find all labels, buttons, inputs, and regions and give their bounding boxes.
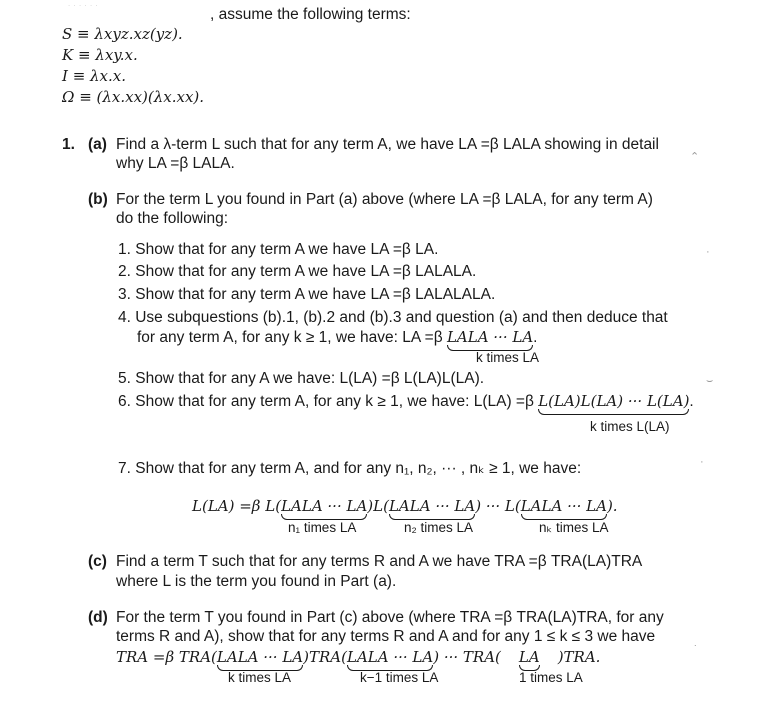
- eqd-underbrace-2: k−1 times LA: [360, 670, 439, 685]
- item-1: 1. Show that for any term A we have LA =β LA.: [118, 241, 439, 258]
- part-b-label: (b): [88, 191, 108, 208]
- part-a-label: (a): [88, 136, 107, 153]
- eq7-underbrace-1: n₁ times LA: [288, 520, 357, 535]
- definition-i: I ≡ λx.x.: [62, 67, 126, 85]
- eqd-prefix: TRA =β TRA(: [116, 648, 217, 666]
- definition-omega: Ω ≡ (λx.xx)(λx.xx).: [62, 88, 205, 106]
- part-a-line2: why LA =β LALA.: [116, 155, 235, 172]
- part-d-equation: [116, 648, 600, 666]
- item-4-brace-term: LALA ··· LA: [446, 328, 534, 346]
- item-4-line2: for any term A, for any k ≥ 1, we have: LA =β LALA ··· LA.: [137, 328, 538, 346]
- margin-mark: ⌃: [690, 151, 700, 163]
- eq7-suffix: ).: [606, 497, 618, 515]
- eqd-mid: )TRA(: [303, 648, 347, 666]
- item-6-brace-term: L(LA)L(LA) ··· L(LA): [538, 392, 690, 410]
- item-2: 2. Show that for any term A we have LA =β LALALA.: [118, 263, 477, 280]
- eq7-brace-2: LALA ··· LA: [388, 497, 476, 515]
- eq7-brace-1: LALA ··· LA: [281, 497, 368, 515]
- item-6-prefix: 6. Show that for any term A, for any k ≥ 1, we have: L(LA) =β: [118, 393, 534, 410]
- eq7-mid1: )L(: [367, 497, 389, 515]
- item-4-underbrace-label: k times LA: [476, 350, 540, 365]
- eq7-mid2: ) ··· L(: [475, 497, 521, 515]
- eqd-underbrace-3: 1 times LA: [519, 670, 583, 685]
- part-d-line2: terms R and A), show that for any terms R and A and for any 1 ≤ k ≤ 3 we have: [116, 628, 656, 645]
- item-6-underbrace-label: k times L(LA): [590, 419, 670, 434]
- item-4-line1: 4. Use subquestions (b).1, (b).2 and (b).3 and question (a) and then deduce that: [118, 309, 668, 326]
- part-d-label: (d): [88, 609, 108, 626]
- margin-mark: ·: [706, 246, 710, 258]
- eq7-prefix: L(LA) =β L(: [192, 497, 282, 515]
- eqd-mid2: ) ··· TRA(: [433, 648, 501, 666]
- part-b-line2: do the following:: [116, 210, 229, 227]
- eqd-underbrace-1: k times LA: [228, 670, 292, 685]
- eq7-brace-3: LALA ··· LA: [520, 497, 607, 515]
- margin-mark: ·: [700, 456, 704, 468]
- part-c-line1: Find a term T such that for any terms R and A we have TRA =β TRA(LA)TRA: [116, 553, 643, 570]
- margin-mark: ˙: [694, 644, 698, 656]
- eq7-underbrace-3: nₖ times LA: [539, 520, 609, 535]
- eqd-suffix: )TRA.: [557, 648, 601, 666]
- item-4-prefix: for any term A, for any k ≥ 1, we have: LA =β: [137, 329, 443, 346]
- definitions-list: [62, 24, 204, 108]
- item-3: 3. Show that for any term A we have LA =β LALALALA.: [118, 286, 496, 303]
- redacted-smudge: ˙ ˙ ˙ ˙ ˙ ˙: [68, 4, 99, 14]
- part-b-line1: For the term L you found in Part (a) above (where LA =β LALA, for any term A): [116, 191, 653, 208]
- part-c-line2: where L is the term you found in Part (a).: [116, 573, 397, 590]
- part-c-label: (c): [88, 553, 107, 570]
- eqd-brace-3: LA: [518, 648, 540, 666]
- item-7: 7. Show that for any term A, and for any n₁, n₂, ··· , nₖ ≥ 1, we have:: [118, 460, 582, 477]
- question-number: 1.: [62, 136, 75, 153]
- eqd-brace-1: LALA ··· LA: [216, 648, 304, 666]
- margin-mark: ⌣: [706, 375, 714, 387]
- item-6: 6. Show that for any term A, for any k ≥ 1, we have: L(LA) =β L(LA)L(LA) ··· L(LA).: [118, 392, 694, 410]
- item-5: 5. Show that for any A we have: L(LA) =β L(LA)L(LA).: [118, 370, 485, 387]
- definition-s: S ≡ λxyz.xz(yz).: [62, 25, 183, 43]
- intro-text: , assume the following terms:: [210, 6, 411, 23]
- eq7-underbrace-2: n₂ times LA: [404, 520, 474, 535]
- part-a-line1: Find a λ-term L such that for any term A, we have LA =β LALA showing in detail: [116, 136, 659, 153]
- item-7-equation: [192, 497, 618, 515]
- eqd-brace-2: LALA ··· LA: [346, 648, 434, 666]
- part-d-line1: For the term T you found in Part (c) above (where TRA =β TRA(LA)TRA, for any: [116, 609, 664, 626]
- definition-k: K ≡ λxy.x.: [62, 46, 138, 64]
